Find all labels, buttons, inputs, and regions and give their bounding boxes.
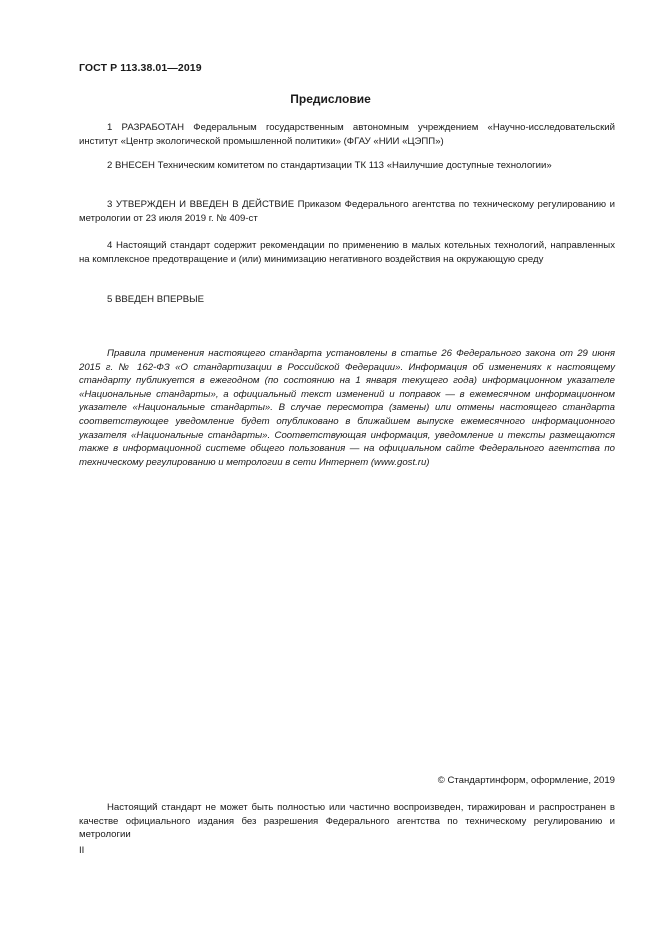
page-title: Предисловие xyxy=(290,92,371,106)
reproduction-notice-text: Настоящий стандарт не может быть полностью или частично воспроизведен, тиражирован и распространен в качестве официального издания без разрешения Федерального агентства по техническому регулированию и метрологии xyxy=(79,802,615,841)
foreword-item xyxy=(79,239,615,266)
reproduction-notice xyxy=(79,801,615,842)
application-rules-text: Правила применения настоящего стандарта установлены в статье 26 Федерального закона от 29 июня 2015 г. № 162-ФЗ «О стандартизации в Российской Федерации». Информация об изменениях к настоящему стандарту публикуется в ежегодном (по состоянию на 1 января текущего года) информационном указателе «Национальные стандарты», а официальный текст изменений и поправок — в ежемесячном информационном указателе «Национальные стандарты». В случае пересмотра (замены) или отмены настоящего стандарта соответствующее уведомление будет опубликовано в ближайшем выпуске ежемесячного информационного указателя «Национальные стандарты». Соответствующая информация, уведомление и тексты размещаются также в информационной системе общего пользования — на официальном сайте Федерального агентства по техническому регулированию и метрологии в сети Интернет (www.gost.ru) xyxy=(79,348,615,468)
foreword-item xyxy=(79,198,615,225)
application-rules-notice xyxy=(79,347,615,469)
foreword-item xyxy=(79,293,615,307)
foreword-item-text: 3 УТВЕРЖДЕН И ВВЕДЕН В ДЕЙСТВИЕ Приказом Федерального агентства по техническому регулированию и метрологии от 23 июля 2019 г. № 409-ст xyxy=(79,199,615,224)
foreword-item-text: 1 РАЗРАБОТАН Федеральным государственным автономным учреждением «Научно-исследовательский институт «Центр экологической промышленной политики» (ФГАУ «НИИ «ЦЭПП») xyxy=(79,122,615,147)
foreword-item-text: 2 ВНЕСЕН Техническим комитетом по стандартизации ТК 113 «Наилучшие доступные технологии» xyxy=(107,160,552,171)
foreword-item-text: 4 Настоящий стандарт содержит рекомендации по применению в малых котельных технологий, направленных на комплексное предотвращение и (или) минимизацию негативного воздействия на окружающую среду xyxy=(79,240,615,265)
copyright-line: © Стандартинформ, оформление, 2019 xyxy=(437,775,615,786)
standard-code: ГОСТ Р 113.38.01—2019 xyxy=(79,62,202,74)
foreword-item xyxy=(79,121,615,148)
foreword-item xyxy=(79,159,615,173)
foreword-item-text: 5 ВВЕДЕН ВПЕРВЫЕ xyxy=(107,294,205,305)
page-number: II xyxy=(79,845,85,856)
